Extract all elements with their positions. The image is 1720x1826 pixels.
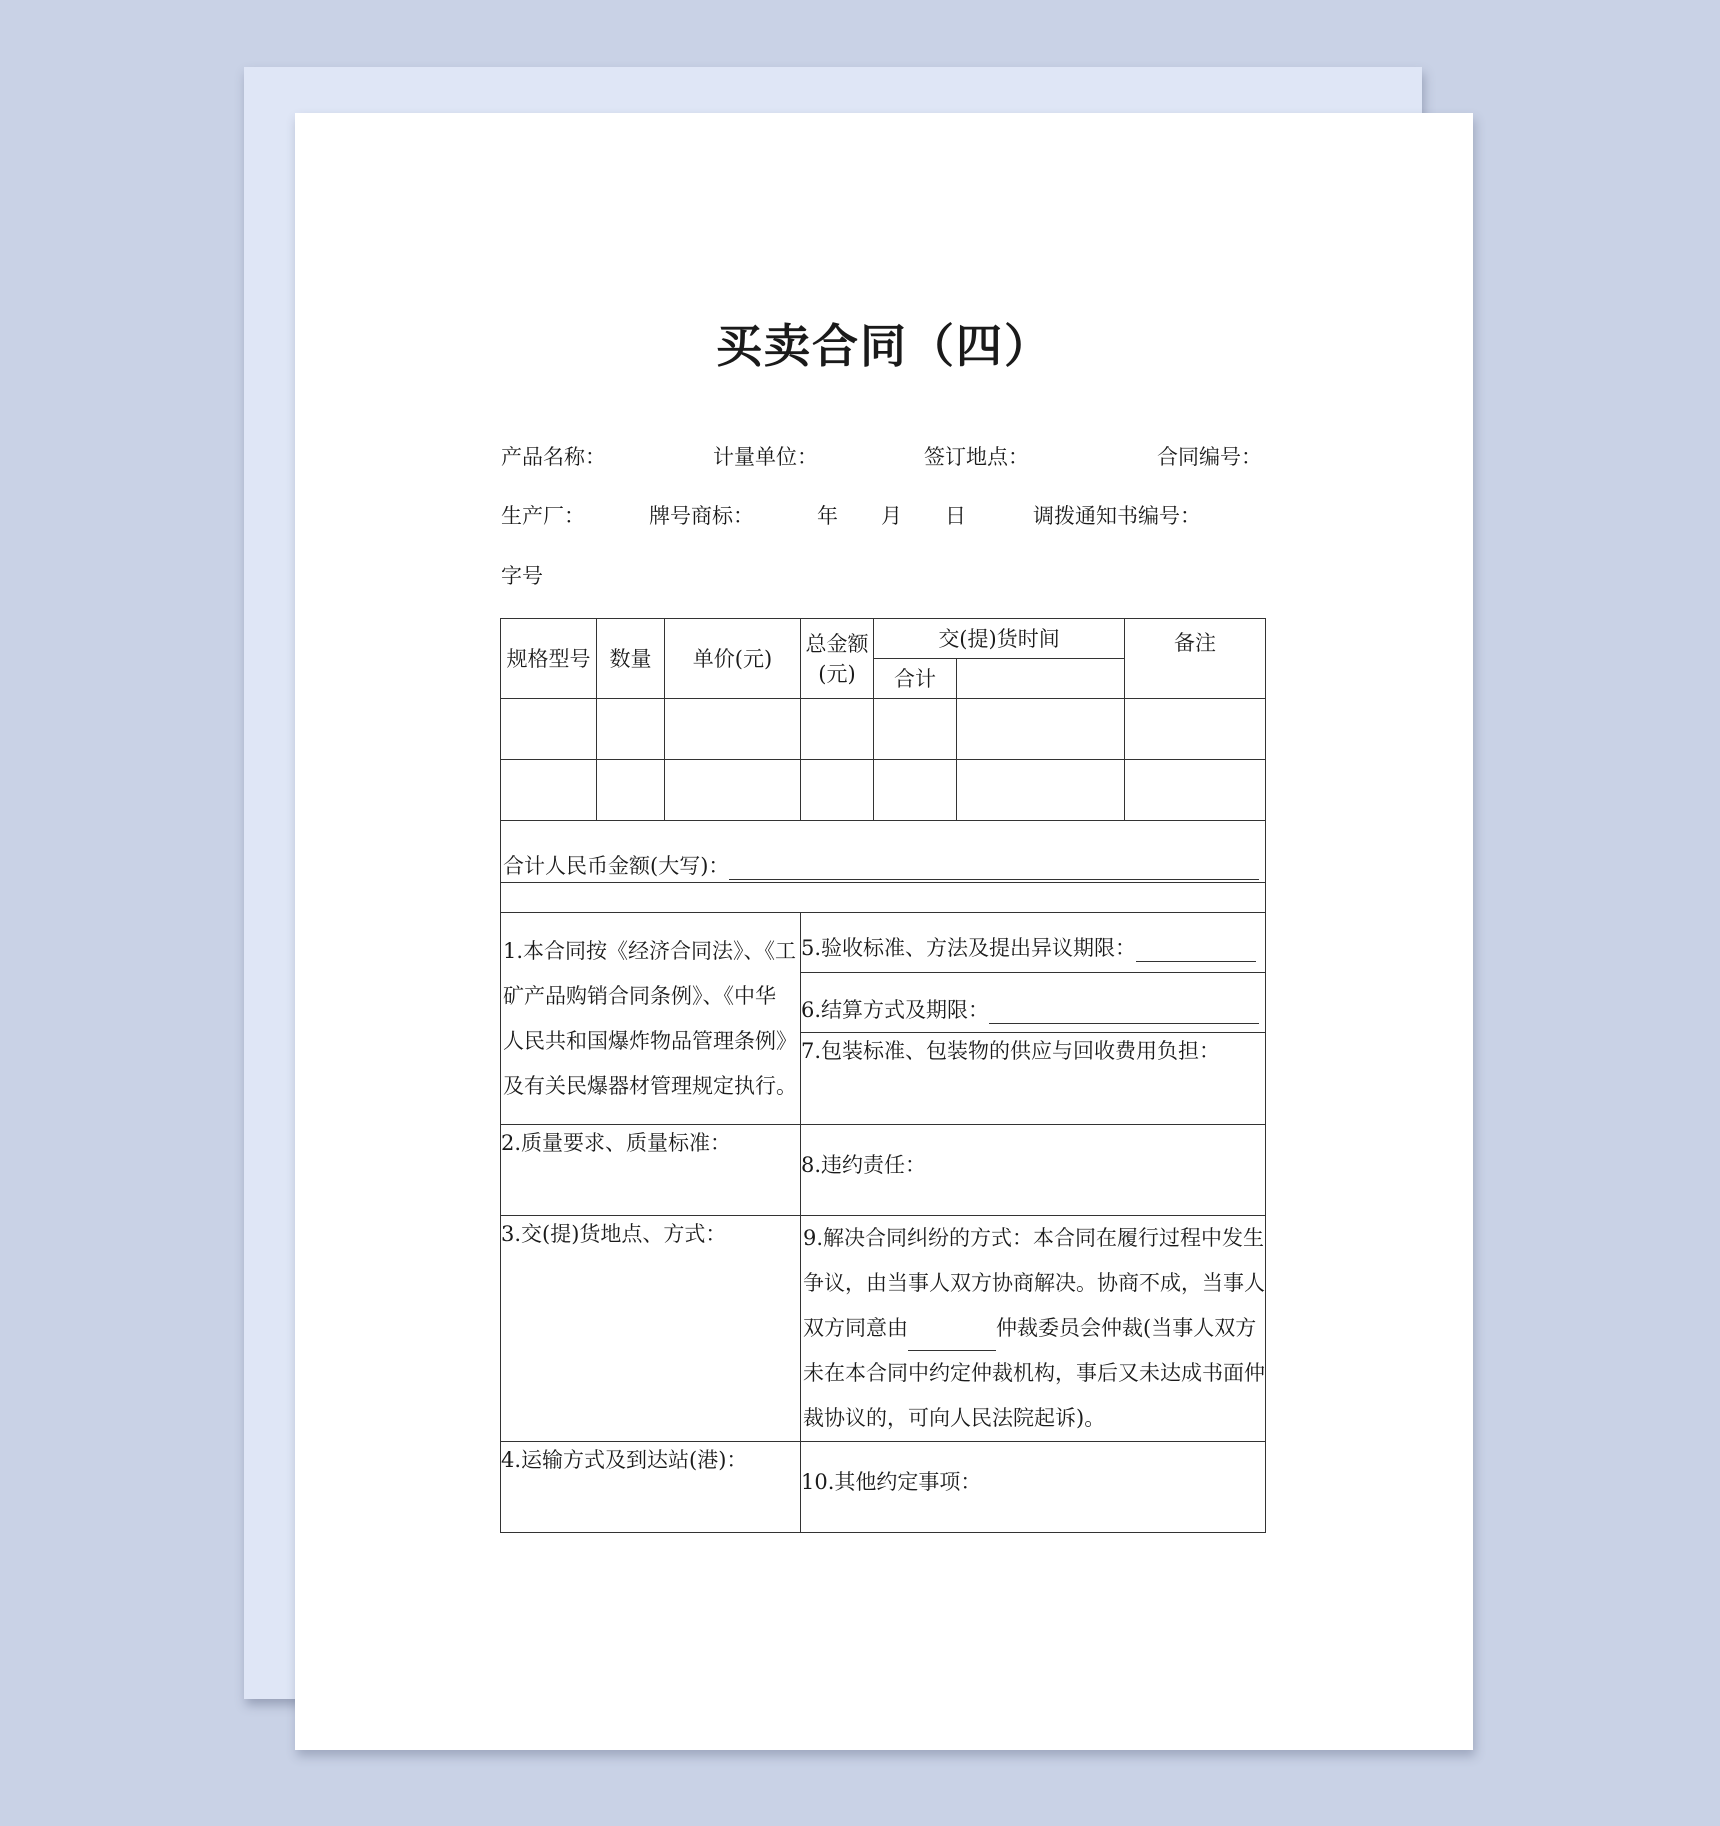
cell[interactable] bbox=[597, 760, 665, 821]
clause-2: 2.质量要求、质量标准： bbox=[501, 1125, 801, 1216]
clause-7: 7.包装标准、包装物的供应与回收费用负担： bbox=[801, 1038, 1221, 1063]
clause-3: 3.交(提)货地点、方式： bbox=[501, 1216, 801, 1442]
cell[interactable] bbox=[597, 699, 665, 760]
clause-5-label: 5.验收标准、方法及提出异议期限： bbox=[801, 935, 1137, 960]
cell[interactable] bbox=[957, 699, 1125, 760]
clause-6-label: 6.结算方式及期限： bbox=[801, 997, 990, 1022]
product-name-label: 产品名称： bbox=[501, 445, 606, 469]
cell[interactable] bbox=[665, 699, 801, 760]
document-title: 买卖合同（四） bbox=[716, 319, 1052, 373]
sum-label: 合计人民币金额(大写)： bbox=[503, 854, 730, 878]
brand-label: 牌号商标： bbox=[649, 504, 754, 528]
serial-label: 字号 bbox=[501, 564, 543, 588]
sum-underline[interactable] bbox=[729, 849, 1259, 880]
cell[interactable] bbox=[874, 699, 957, 760]
header-subtotal: 合计 bbox=[874, 659, 957, 699]
table-row bbox=[501, 760, 1266, 821]
cell[interactable] bbox=[1125, 760, 1266, 821]
clause-6 bbox=[801, 972, 1265, 1032]
cell[interactable] bbox=[665, 760, 801, 821]
clause-10: 10.其他约定事项： bbox=[801, 1442, 1266, 1533]
clause-5-underline[interactable] bbox=[1136, 935, 1256, 962]
cell[interactable] bbox=[874, 760, 957, 821]
table-row bbox=[501, 699, 1266, 760]
header-total-line2: (元) bbox=[818, 661, 856, 686]
sum-divider bbox=[501, 882, 1265, 883]
header-remark: 备注 bbox=[1125, 619, 1266, 699]
clause-1-line: 人民共和国爆炸物品管理条例》 bbox=[503, 1029, 797, 1053]
day-label: 日 bbox=[945, 504, 966, 528]
clause-9-line: 裁协议的，可向人民法院起诉)。 bbox=[803, 1406, 1106, 1430]
clause-8: 8.违约责任： bbox=[801, 1125, 1266, 1216]
contract-table bbox=[500, 618, 1266, 1533]
manufacturer-label: 生产厂： bbox=[501, 504, 585, 528]
sign-place-label: 签订地点： bbox=[924, 445, 1029, 469]
cell[interactable] bbox=[801, 699, 874, 760]
header-empty-cell bbox=[957, 659, 1125, 699]
cell[interactable] bbox=[1125, 699, 1266, 760]
cell[interactable] bbox=[501, 699, 597, 760]
clause-9-line: 争议，由当事人双方协商解决。协商不成，当事人 bbox=[803, 1271, 1265, 1295]
header-delivery-time: 交(提)货时间 bbox=[874, 619, 1125, 659]
clause-1 bbox=[501, 913, 801, 1125]
clause-9-line: 未在本合同中约定仲裁机构，事后又未达成书面仲 bbox=[803, 1361, 1265, 1385]
header-spec: 规格型号 bbox=[501, 619, 597, 699]
header-total bbox=[801, 619, 874, 699]
allocation-notice-label: 调拨通知书编号： bbox=[1033, 504, 1201, 528]
cell[interactable] bbox=[957, 760, 1125, 821]
clause-9-text: 仲裁委员会仲裁(当事人双方 bbox=[996, 1316, 1257, 1340]
clause-9-line bbox=[803, 1306, 1265, 1351]
header-qty: 数量 bbox=[597, 619, 665, 699]
header-price: 单价(元) bbox=[665, 619, 801, 699]
year-label: 年 bbox=[817, 504, 838, 528]
header-total-line1: 总金额 bbox=[805, 631, 869, 656]
cell[interactable] bbox=[801, 760, 874, 821]
cell[interactable] bbox=[501, 760, 597, 821]
clause-4: 4.运输方式及到达站(港)： bbox=[501, 1442, 801, 1533]
month-label: 月 bbox=[881, 504, 902, 528]
contract-no-label: 合同编号： bbox=[1157, 445, 1262, 469]
sum-row bbox=[501, 821, 1266, 913]
arbitration-underline[interactable] bbox=[908, 1324, 996, 1351]
clause-9-line: 9.解决合同纠纷的方式：本合同在履行过程中发生 bbox=[803, 1226, 1265, 1250]
clause-9-text: 双方同意由 bbox=[803, 1316, 908, 1340]
document-page bbox=[295, 113, 1473, 1750]
clause-5 bbox=[801, 913, 1265, 972]
clause-6-underline[interactable] bbox=[989, 997, 1259, 1024]
unit-label: 计量单位： bbox=[713, 445, 818, 469]
clause-1-line: 及有关民爆器材管理规定执行。 bbox=[503, 1074, 797, 1098]
clause-9 bbox=[801, 1216, 1266, 1442]
clause-1-line: 矿产品购销合同条例》、《中华 bbox=[503, 984, 776, 1008]
clause-1-line: 1.本合同按《经济合同法》、《工 bbox=[503, 939, 797, 963]
clauses-5-7 bbox=[801, 913, 1266, 1125]
